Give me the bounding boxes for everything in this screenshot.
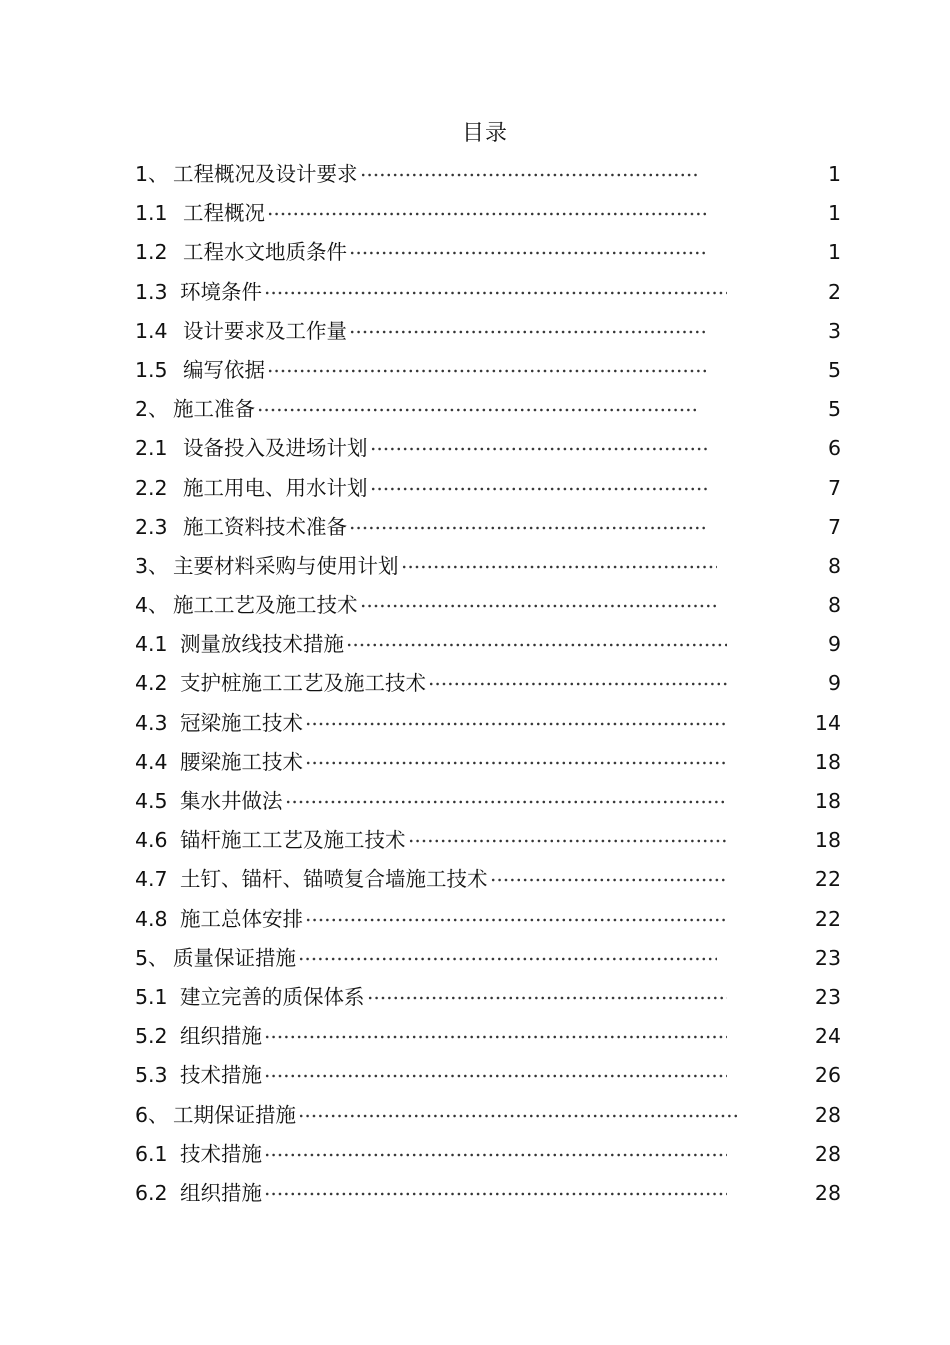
- toc-entry[interactable]: [135, 665, 841, 704]
- toc-entry-number: 4.6: [135, 828, 168, 853]
- toc-entry-page: 5: [827, 397, 841, 422]
- toc-entry-title: 组织措施: [180, 1024, 262, 1049]
- toc-entry-page: 23: [814, 945, 841, 970]
- toc-entry[interactable]: [135, 195, 841, 234]
- toc-entry-title: 施工准备: [173, 397, 255, 422]
- toc-entry-title: 建立完善的质保体系: [180, 984, 365, 1009]
- toc-entry[interactable]: [135, 156, 841, 195]
- dot-leader: [264, 1149, 727, 1161]
- dot-leader: [360, 600, 717, 612]
- toc-entry-title: 支护桩施工工艺及施工技术: [180, 671, 426, 696]
- toc-entry-title: 组织措施: [180, 1180, 262, 1205]
- toc-entry-title: 施工资料技术准备: [183, 514, 347, 539]
- toc-entry-number: 4.8: [135, 906, 168, 931]
- toc-entry[interactable]: [135, 1175, 841, 1214]
- dot-leader: [267, 365, 707, 377]
- toc-entry-title: 工程概况: [183, 201, 265, 226]
- toc-entry[interactable]: [135, 391, 841, 430]
- toc-entry-page: 2: [827, 279, 841, 304]
- toc-entry[interactable]: [135, 901, 841, 940]
- toc-entry-number: 4.5: [135, 789, 168, 813]
- toc-entry-page: 3: [827, 318, 841, 343]
- dot-leader: [349, 326, 707, 338]
- toc-entry[interactable]: [135, 1136, 841, 1175]
- toc-entry-page: 18: [814, 789, 841, 813]
- toc-entry-title: 设计要求及工作量: [183, 318, 347, 343]
- toc-entry[interactable]: [135, 744, 841, 783]
- toc-entry-title: 技术措施: [180, 1063, 262, 1088]
- dot-leader: [428, 678, 727, 690]
- toc-entry-number: 6.2: [135, 1180, 168, 1205]
- toc-entry-number: 4.1: [135, 632, 168, 657]
- toc-entry-title: 质量保证措施: [173, 945, 296, 970]
- toc-entry-title: 土钉、锚杆、锚喷复合墙施工技术: [180, 867, 488, 892]
- toc-entry-page: 7: [827, 514, 841, 539]
- toc-entry-page: 22: [814, 867, 841, 892]
- dot-leader: [285, 796, 727, 808]
- toc-entry-number: 1、: [135, 162, 169, 186]
- toc-entry-title: 设备投入及进场计划: [183, 436, 368, 461]
- toc-entry-number: 2、: [135, 397, 169, 422]
- toc-entry-title: 工程水文地质条件: [183, 240, 347, 265]
- toc-entry-page: 23: [814, 984, 841, 1009]
- toc-entry-page: 28: [814, 1102, 841, 1127]
- toc-entry-page: 9: [827, 632, 841, 657]
- toc-entry-title: 工期保证措施: [173, 1102, 296, 1127]
- toc-entry-title: 工程概况及设计要求: [173, 162, 358, 186]
- toc-entry-title: 施工工艺及施工技术: [173, 593, 358, 618]
- toc-entry-number: 2.1: [135, 436, 168, 461]
- toc-entry[interactable]: [135, 940, 841, 979]
- dot-leader: [264, 287, 727, 299]
- toc-entry-page: 1: [827, 162, 841, 186]
- dot-leader: [370, 483, 707, 495]
- toc-entry[interactable]: [135, 430, 841, 469]
- toc-entry-number: 1.4: [135, 318, 168, 343]
- toc-entry-page: 8: [827, 593, 841, 618]
- dot-leader: [298, 1110, 740, 1122]
- toc-entry-title: 集水井做法: [180, 789, 283, 813]
- toc-entry-page: 6: [827, 436, 841, 461]
- toc-entry[interactable]: [135, 705, 841, 744]
- dot-leader: [408, 835, 727, 847]
- toc-entry-number: 4.4: [135, 749, 168, 774]
- toc-entry[interactable]: [135, 1018, 841, 1057]
- toc-entry-number: 4.3: [135, 710, 168, 735]
- dot-leader: [360, 169, 697, 181]
- dot-leader: [298, 953, 717, 965]
- toc-entry[interactable]: [135, 274, 841, 313]
- toc-entry-title: 施工总体安排: [180, 906, 303, 931]
- toc-entry-page: 22: [814, 906, 841, 931]
- toc-entry-number: 5.2: [135, 1024, 168, 1049]
- toc-entry-number: 6、: [135, 1102, 169, 1127]
- toc-entry-number: 4、: [135, 593, 169, 618]
- toc-entry-number: 3、: [135, 553, 169, 578]
- toc-entry[interactable]: [135, 313, 841, 352]
- dot-leader: [264, 1070, 727, 1082]
- toc-entry-number: 1.2: [135, 240, 168, 265]
- toc-title: 目录: [461, 121, 508, 146]
- toc-entry[interactable]: [135, 783, 841, 822]
- toc-entry[interactable]: [135, 470, 841, 509]
- toc-entry-title: 测量放线技术措施: [180, 632, 344, 657]
- toc-entry-page: 1: [827, 201, 841, 226]
- toc-entry-page: 14: [814, 710, 841, 735]
- toc-entry[interactable]: [135, 822, 841, 861]
- toc-entry-number: 1.5: [135, 357, 168, 382]
- toc-entry[interactable]: [135, 626, 841, 665]
- dot-leader: [367, 992, 727, 1004]
- toc-entry-page: 8: [827, 553, 841, 578]
- toc-entry[interactable]: [135, 352, 841, 391]
- toc-entry-page: 26: [814, 1063, 841, 1088]
- toc-entry-number: 2.2: [135, 475, 168, 500]
- dot-leader: [401, 561, 717, 573]
- dot-leader: [305, 757, 727, 769]
- toc-entry-title: 锚杆施工工艺及施工技术: [180, 828, 406, 853]
- toc-entry[interactable]: [135, 234, 841, 273]
- dot-leader: [490, 874, 727, 886]
- toc-entry-title: 冠梁施工技术: [180, 710, 303, 735]
- dot-leader: [305, 718, 727, 730]
- dot-leader: [257, 404, 697, 416]
- dot-leader: [264, 1031, 727, 1043]
- toc-entry-number: 5.3: [135, 1063, 168, 1088]
- toc-entry-number: 2.3: [135, 514, 168, 539]
- toc-entry-title: 主要材料采购与使用计划: [173, 553, 399, 578]
- toc-entry-page: 18: [814, 749, 841, 774]
- toc-entry[interactable]: [135, 587, 841, 626]
- toc-entry-page: 28: [814, 1180, 841, 1205]
- toc-entry-number: 6.1: [135, 1141, 168, 1166]
- toc-entry-page: 24: [814, 1024, 841, 1049]
- toc-entry-number: 5、: [135, 945, 169, 970]
- toc-entry-title: 技术措施: [180, 1141, 262, 1166]
- dot-leader: [370, 443, 707, 455]
- table-of-contents: [135, 156, 841, 1214]
- toc-entry-number: 5.1: [135, 984, 168, 1009]
- toc-entry-number: 4.7: [135, 867, 168, 892]
- toc-entry[interactable]: [135, 1057, 841, 1096]
- dot-leader: [264, 1188, 727, 1200]
- toc-entry-page: 9: [827, 671, 841, 696]
- toc-entry-number: 4.2: [135, 671, 168, 696]
- toc-entry-page: 7: [827, 475, 841, 500]
- dot-leader: [267, 208, 707, 220]
- toc-entry-page: 28: [814, 1141, 841, 1166]
- dot-leader: [349, 247, 707, 259]
- toc-entry[interactable]: [135, 979, 841, 1018]
- dot-leader: [305, 914, 727, 926]
- toc-entry-title: 腰梁施工技术: [180, 749, 303, 774]
- toc-entry[interactable]: [135, 548, 841, 587]
- toc-entry[interactable]: [135, 509, 841, 548]
- toc-entry[interactable]: [135, 1097, 841, 1136]
- toc-entry-title: 编写依据: [183, 357, 265, 382]
- toc-entry-page: 18: [814, 828, 841, 853]
- dot-leader: [349, 522, 707, 534]
- toc-entry-number: 1.3: [135, 279, 168, 304]
- toc-entry-number: 1.1: [135, 201, 168, 226]
- toc-entry-title: 环境条件: [180, 279, 262, 304]
- toc-entry-page: 1: [827, 240, 841, 265]
- dot-leader: [346, 639, 727, 651]
- toc-entry-page: 5: [827, 357, 841, 382]
- toc-entry-title: 施工用电、用水计划: [183, 475, 368, 500]
- toc-entry[interactable]: [135, 861, 841, 900]
